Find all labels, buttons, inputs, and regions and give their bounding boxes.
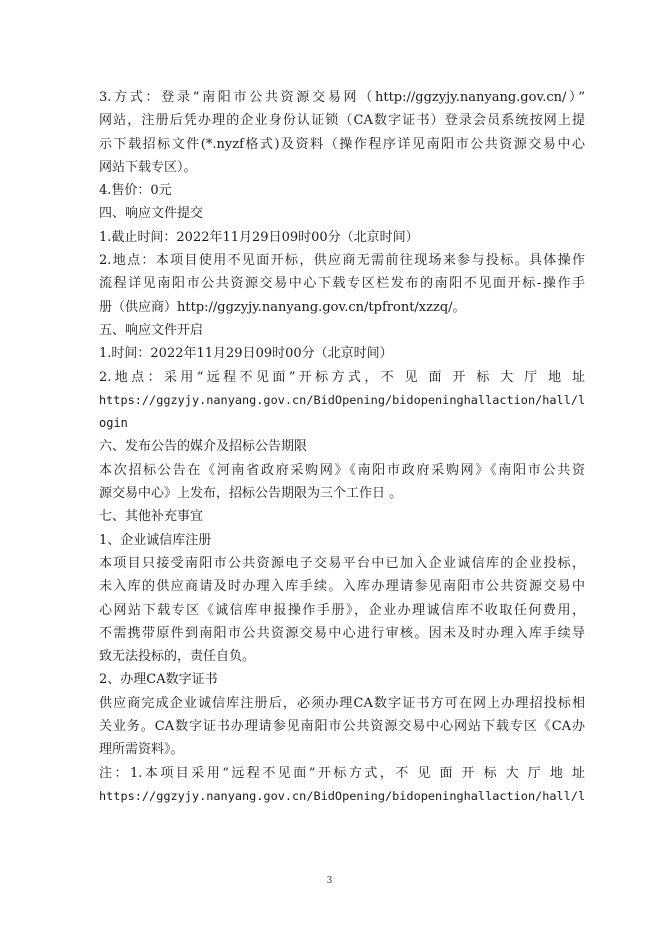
- text-line: 注：1.本项目采用“远程不见面”开标方式，不 见 面 开 标 大 厅 地 址: [99, 765, 585, 781]
- section-heading: 五、响应文件开启: [99, 322, 204, 338]
- text-line: 本次招标公告在《河南省政府采购网》《南阳市政府采购网》《南阳市公共资: [99, 462, 585, 478]
- text-line: 1.截止时间：2022年11月29日09时00分（北京时间）: [99, 229, 419, 245]
- text-line: 理所需资料》。: [99, 742, 184, 758]
- text-line: 心网站下载专区《诚信库申报操作手册》，企业办理诚信库不收取任何费用，: [99, 602, 585, 618]
- text-line: 2.地点：采用“远程不见面”开标方式，不 见 面 开 标 大 厅 地 址: [99, 369, 585, 385]
- text-line: 不需携带原件到南阳市公共资源交易中心进行审核。因未及时办理入库手续导: [99, 625, 585, 641]
- text-line: 1.时间：2022年11月29日09时00分（北京时间）: [99, 346, 393, 362]
- text-line: 源交易中心》上发布，招标公告期限为三个工作日 。: [99, 486, 403, 502]
- text-line: 4.售价：0元: [99, 183, 172, 199]
- subsection-heading: 1、企业诚信库注册: [99, 532, 212, 548]
- text-line: 册（供应商）http://ggzyjy.nanyang.gov.cn/tpfront/xzzq/。: [99, 299, 466, 315]
- text-line: 关业务。CA数字证书办理请参见南阳市公共资源交易中心网站下载专区《CA办: [99, 719, 585, 735]
- url-line: https://ggzyjy.nanyang.gov.cn/BidOpening/bidopeninghallaction/hall/l: [99, 392, 586, 407]
- page-number: 3: [326, 876, 333, 886]
- url-line: ogin: [99, 416, 128, 431]
- text-line: 供应商完成企业诚信库注册后，必须办理CA数字证书方可在网上办理招投标相: [99, 695, 585, 711]
- text-line: 本项目只接受南阳市公共资源电子交易平台中已加入企业诚信库的企业投标，: [99, 555, 585, 571]
- section-heading: 七、其他补充事宜: [99, 509, 204, 525]
- section-heading: 四、响应文件提交: [99, 206, 204, 222]
- text-line: 示下载招标文件(*.nyzf格式)及资料（操作程序详见南阳市公共资源交易中心: [99, 136, 585, 152]
- text-line: 致无法投标的，责任自负。: [99, 649, 256, 665]
- text-line: 网站下载专区）。: [99, 159, 197, 175]
- url-line: https://ggzyjy.nanyang.gov.cn/BidOpening/bidopeninghallaction/hall/l: [99, 788, 586, 803]
- text-line: 网站，注册后凭办理的企业身份认证锁（CA数字证书）登录会员系统按网上提: [99, 113, 585, 129]
- text-line: 3.方式：登录“南阳市公共资源交易网（http://ggzyjy.nanyang.gov.cn/）”: [99, 90, 585, 105]
- section-heading: 六、发布公告的媒介及招标公告期限: [99, 439, 308, 455]
- text-line: 未入库的供应商请及时办理入库手续。入库办理请参见南阳市公共资源交易中: [99, 579, 585, 595]
- text-line: 流程详见南阳市公共资源交易中心下载专区栏发布的南阳不见面开标-操作手: [99, 276, 585, 292]
- subsection-heading: 2、办理CA数字证书: [99, 672, 218, 688]
- text-line: 2.地点：本项目使用不见面开标，供应商无需前往现场来参与投标。具体操作: [99, 253, 585, 269]
- document-body: [99, 86, 585, 808]
